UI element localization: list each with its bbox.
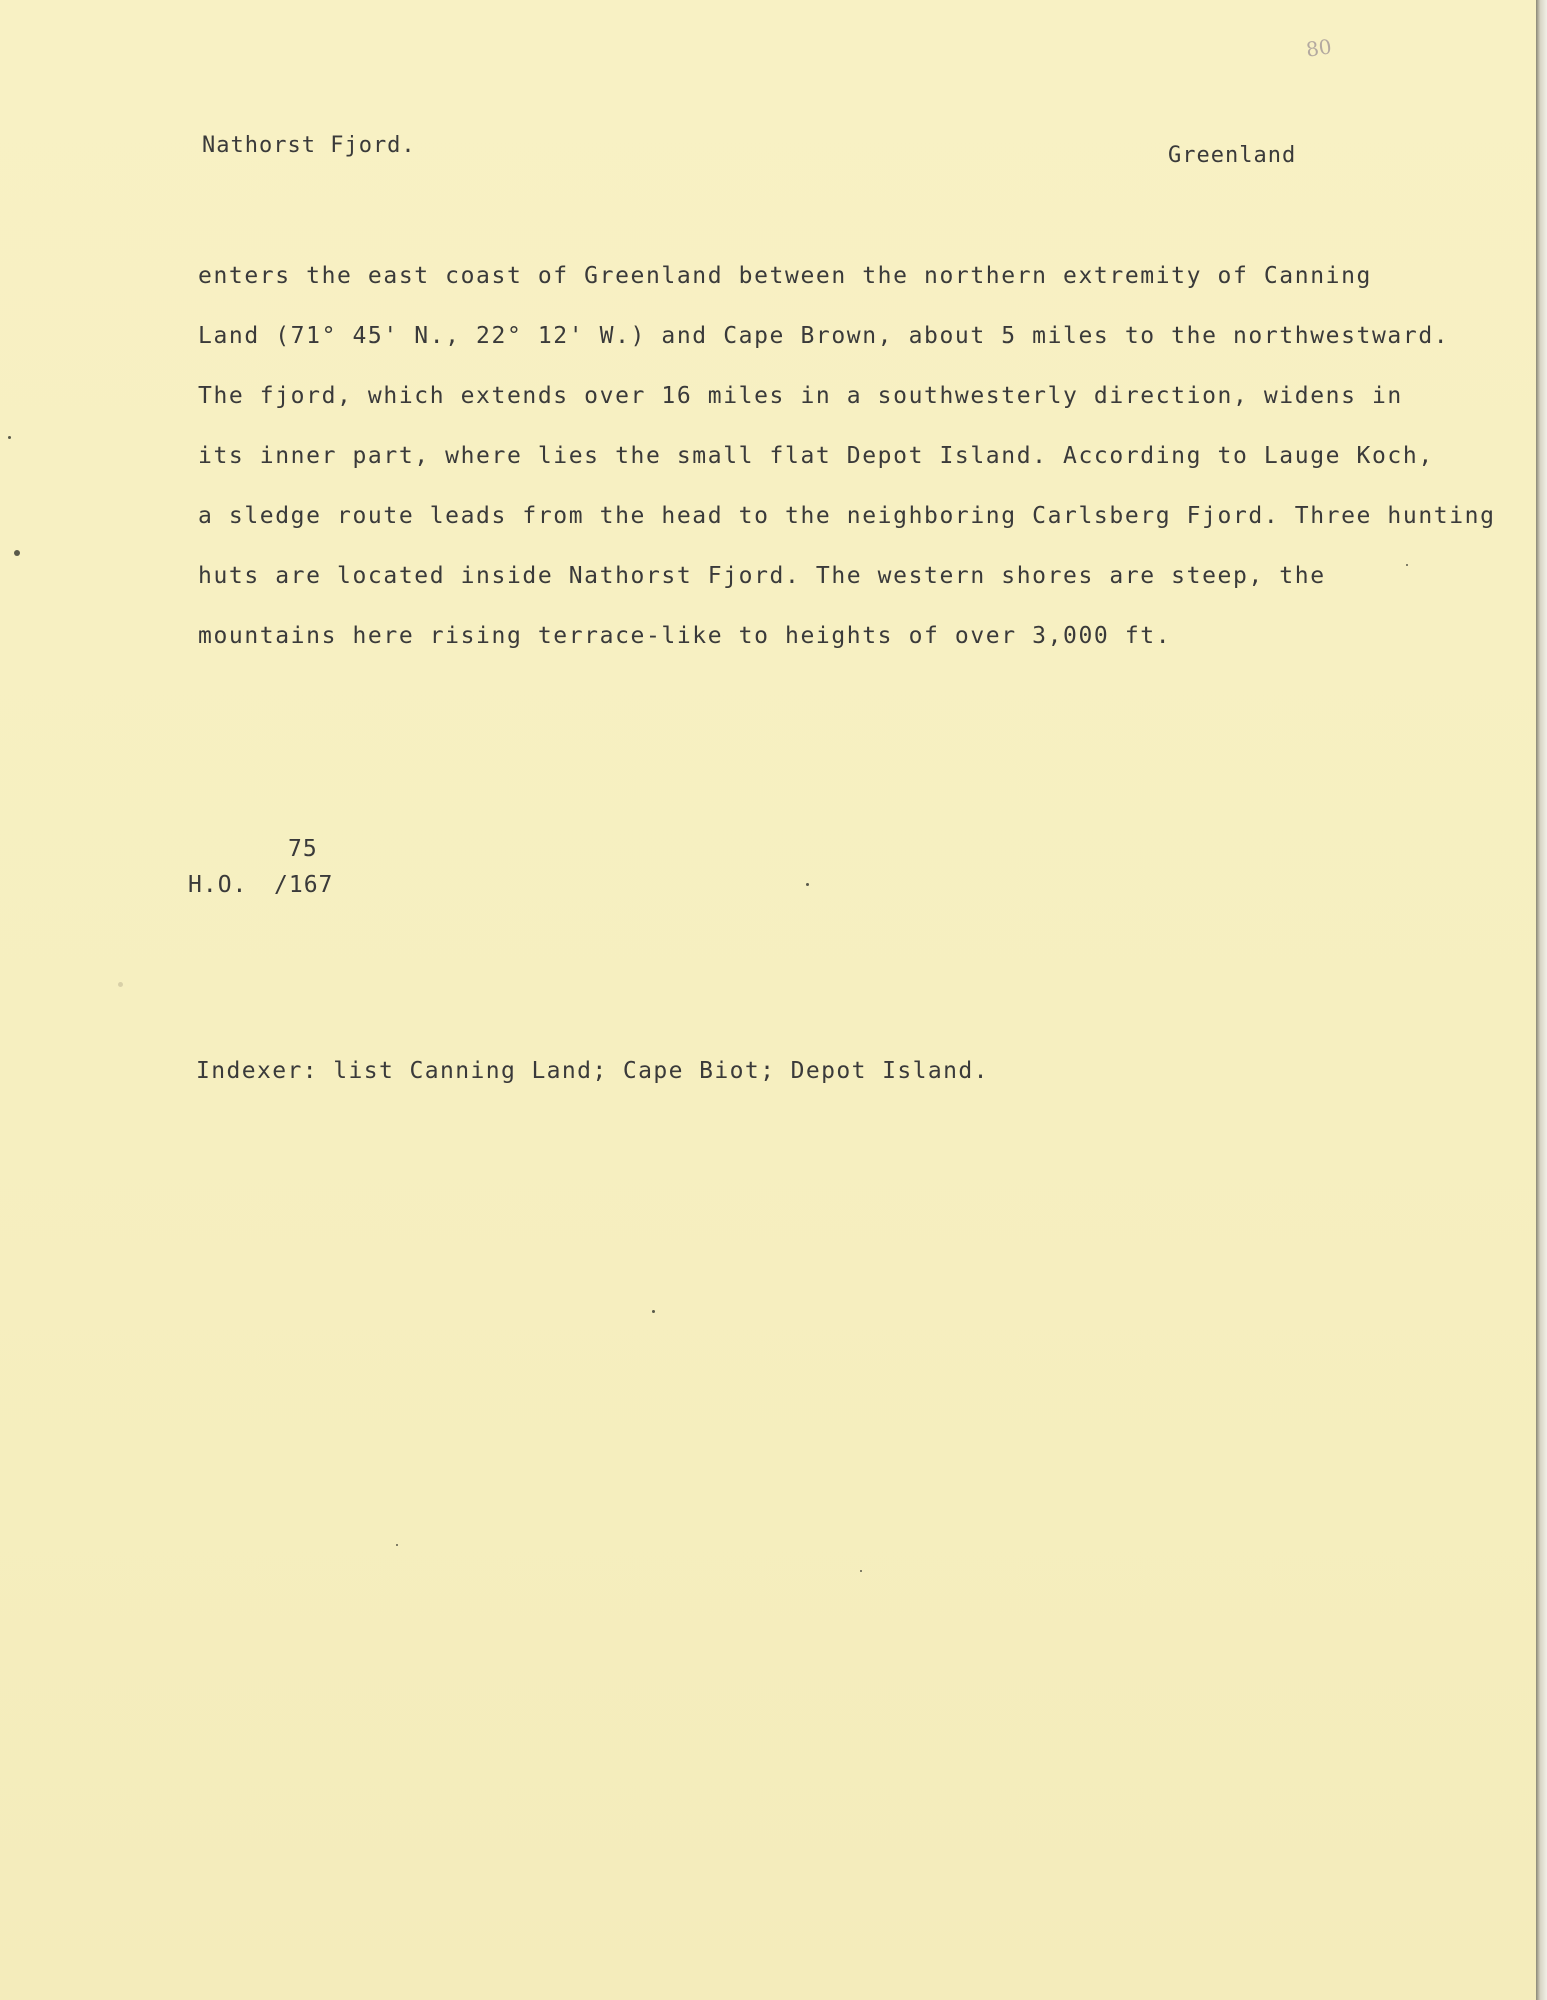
body-line: Land (71° 45' N., 22° 12' W.) and Cape Brown, about 5 miles to the northwestward. xyxy=(198,323,1450,349)
reference-numerator: 75 xyxy=(288,836,318,862)
entry-title: Nathorst Fjord. xyxy=(202,133,416,158)
body-line: huts are located inside Nathorst Fjord. The western shores are steep, the xyxy=(198,563,1326,589)
body-line: enters the east coast of Greenland between the northern extremity of Canning xyxy=(198,263,1372,289)
paper-speck xyxy=(652,1310,655,1313)
entry-body xyxy=(198,246,1538,666)
paper-speck xyxy=(1406,564,1408,566)
paper-speck xyxy=(806,883,809,886)
body-line: The fjord, which extends over 16 miles in a southwesterly direction, widens in xyxy=(198,383,1403,409)
body-line: a sledge route leads from the head to the neighboring Carlsberg Fjord. Three hunting xyxy=(198,503,1496,529)
paper-speck xyxy=(860,1570,862,1572)
indexer-note: Indexer: list Canning Land; Cape Biot; Depot Island. xyxy=(196,1058,989,1084)
body-line: mountains here rising terrace-like to heights of over 3,000 ft. xyxy=(198,623,1172,649)
paper-speck xyxy=(118,982,123,987)
page-edge xyxy=(1536,0,1547,2000)
reference-prefix: H.O. xyxy=(188,872,248,898)
entry-region: Greenland xyxy=(1168,143,1297,168)
body-line: its inner part, where lies the small flat Depot Island. According to Lauge Koch, xyxy=(198,443,1434,469)
paper-speck xyxy=(14,550,20,556)
page-number: 80 xyxy=(1304,34,1333,62)
reference-denominator: /167 xyxy=(274,872,334,898)
paper-speck xyxy=(396,1544,398,1546)
paper-speck xyxy=(8,436,11,439)
